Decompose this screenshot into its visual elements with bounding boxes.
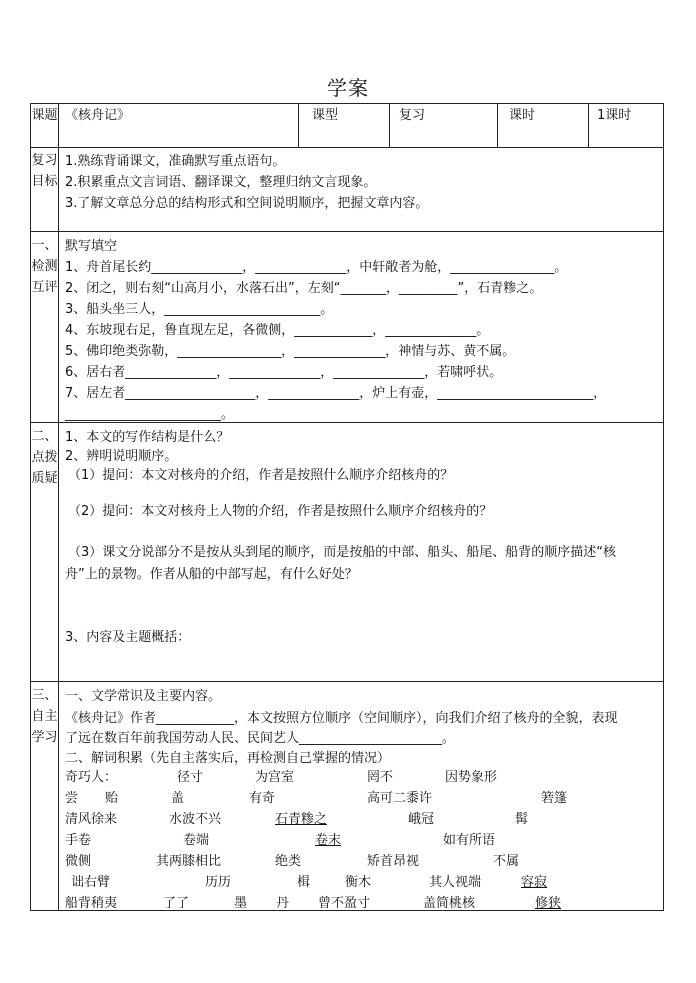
vocab-item: 不属 xyxy=(493,854,520,869)
section1-line: 5、佛印绝类弥勒，________________，______________，神情与苏、黄不属。 xyxy=(65,344,516,359)
page-title: 学案 xyxy=(327,76,369,100)
vocab-item: 墨 xyxy=(234,896,248,911)
section1-line: 1、舟首尾长约______________，______________，中轩敞者为舱，________________。 xyxy=(65,260,568,275)
section3-line: 《核舟记》作者____________，本文按照方位顺序（空间顺序），向我们介绍了核舟的全貌，表现 xyxy=(65,711,618,726)
vocab-item: 有奇 xyxy=(249,791,276,806)
section1-label: 一、检测互评 xyxy=(31,238,58,295)
vocab-item: 清风徐来 xyxy=(65,812,118,827)
period-value: 1课时 xyxy=(597,108,632,123)
vocab-item: 因势象形 xyxy=(445,770,498,785)
section3-label: 三、自主学习 xyxy=(31,688,58,745)
vocab-item: 手卷 xyxy=(65,833,92,848)
objective-item: 3.了解文章总分总的结构形式和空间说明顺序，把握文章内容。 xyxy=(65,196,429,211)
row-divider xyxy=(31,231,663,232)
vocab-item: 水波不兴 xyxy=(169,812,222,827)
vocab-item: 容寂 xyxy=(521,875,548,890)
period-label: 课时 xyxy=(509,108,536,123)
vocab-item: 卷端 xyxy=(183,833,210,848)
vocab-item: 衡木 xyxy=(345,875,372,890)
vocab-item: 尝 xyxy=(65,791,79,806)
section3-line: 一、文学常识及主要内容。 xyxy=(65,689,222,704)
vocab-item: 髯 xyxy=(515,812,529,827)
vocab-row xyxy=(65,829,657,850)
vocab-row xyxy=(65,871,657,892)
type-label: 课型 xyxy=(312,108,339,123)
topic-value: 《核舟记》 xyxy=(65,108,131,123)
row-divider xyxy=(31,681,663,682)
col-divider xyxy=(497,104,498,147)
vocab-item: 如有所语 xyxy=(443,833,496,848)
section2-line: 1、本文的写作结构是什么？ xyxy=(65,430,230,445)
vocab-row xyxy=(65,808,657,829)
vocab-item: 了了 xyxy=(163,896,190,911)
vocab-item: 绝类 xyxy=(275,854,302,869)
section2-line: （2）提问：本文对核舟上人物的介绍，作者是按照什么顺序介绍核舟的？ xyxy=(68,504,493,519)
vocab-item: 为宫室 xyxy=(255,770,295,785)
vocab-item: 石青糁之 xyxy=(275,812,328,827)
vocab-item: 罔不 xyxy=(367,770,394,785)
objective-item: 2.积累重点文言词语、翻译课文，整理归纳文言现象。 xyxy=(65,175,377,190)
vocab-item: 楫 xyxy=(297,875,311,890)
header-label: 课题 xyxy=(31,108,58,123)
section2-line: （1）提问：本文对核舟的介绍，作者是按照什么顺序介绍核舟的？ xyxy=(68,468,454,483)
lesson-table xyxy=(30,103,664,911)
objectives-label: 复习目标 xyxy=(31,153,58,189)
row-divider xyxy=(31,422,663,423)
vocab-item: 箬篷 xyxy=(541,791,568,806)
vocab-item: 盖 xyxy=(171,791,185,806)
objective-item: 1.熟练背诵课文，准确默写重点语句。 xyxy=(65,154,286,169)
vocab-item: 丹 xyxy=(276,896,290,911)
col-divider xyxy=(298,104,299,147)
section2-line: 3、内容及主题概括： xyxy=(65,630,191,645)
vocab-row xyxy=(65,892,657,913)
vocab-item: 卷末 xyxy=(315,833,342,848)
section3-line: 了远在数百年前我国劳动人民、民间艺人______________________。 xyxy=(65,731,456,746)
section2-line: （3）课文分说部分不是按从头到尾的顺序，而是按船的中部、船头、船尾、船背的顺序描述“核 xyxy=(68,545,617,560)
col-divider xyxy=(588,104,589,147)
section2-line: 2、辨明说明顺序。 xyxy=(65,449,178,464)
section1-line: 4、东坡现右足，鲁直现左足，各微侧，____________，______________。 xyxy=(65,323,490,338)
vocab-item: 其两膝相比 xyxy=(156,854,222,869)
col-divider xyxy=(58,104,59,911)
vocab-item: 奇巧人： xyxy=(65,770,118,785)
vocab-item: 历历 xyxy=(205,875,232,890)
vocab-item: 矫首昂视 xyxy=(367,854,420,869)
section1-line: 6、居右者______________，______________，______________，若啸呼状。 xyxy=(65,365,503,380)
vocab-item: 修狭 xyxy=(535,896,562,911)
row-divider xyxy=(31,147,663,148)
section1-line: ________________________。 xyxy=(65,407,235,422)
section3-line: 二、解词积累（先自主落实后，再检测自己掌握的情况） xyxy=(65,751,391,766)
vocab-item: 其人视端 xyxy=(429,875,482,890)
vocab-item: 船背稍夷 xyxy=(65,896,118,911)
vocab-item: 曾不盈寸 xyxy=(318,896,371,911)
vocab-row xyxy=(65,850,657,871)
section1-line: 2、闭之，则右刻“山高月小，水落石出”，左刻“_______，_________”，石青糁之。 xyxy=(65,281,543,296)
type-value: 复习 xyxy=(399,108,426,123)
section2-line: 舟”上的景物。作者从船的中部写起，有什么好处？ xyxy=(65,567,358,582)
vocab-row xyxy=(65,787,657,808)
vocab-item: 微侧 xyxy=(65,854,92,869)
vocab-item: 诎右臂 xyxy=(71,875,111,890)
section1-line: 默写填空 xyxy=(65,239,118,254)
col-divider xyxy=(389,104,390,147)
section1-line: 7、居左者____________________，______________，炉上有壶，________________________， xyxy=(65,386,607,401)
vocab-item: 径寸 xyxy=(177,770,204,785)
vocab-item: 峨冠 xyxy=(408,812,435,827)
vocab-row xyxy=(65,766,657,787)
section1-line: 3、船头坐三人，________________________。 xyxy=(65,302,334,317)
section2-label: 二、点拨质疑 xyxy=(31,429,58,486)
vocab-item: 盖简桃核 xyxy=(423,896,476,911)
vocab-item: 贻 xyxy=(105,791,119,806)
vocab-item: 高可二黍许 xyxy=(367,791,433,806)
